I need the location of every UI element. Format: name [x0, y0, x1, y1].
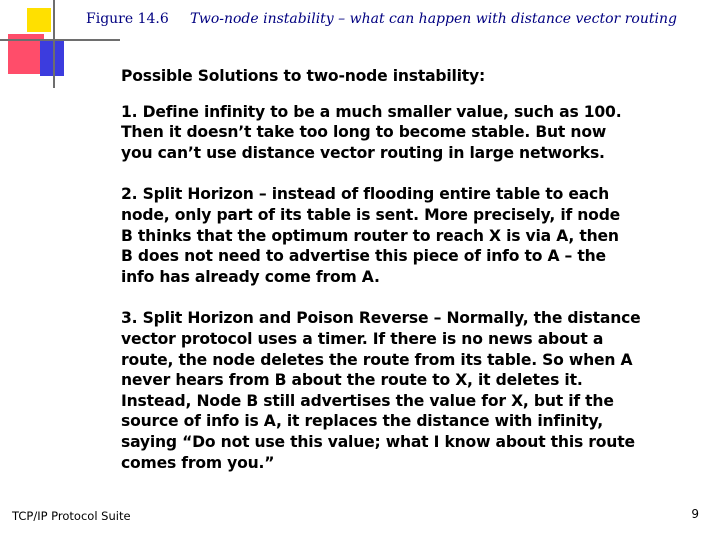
- footer-course-title: TCP/IP Protocol Suite: [12, 509, 131, 523]
- solution-3-paragraph: 3. Split Horizon and Poison Reverse – Normally, the distance vector protocol uses a timer. If there is no news about a route, the node deletes the route from its table. So when A never hears from B about the route to X, it deletes it. Instead, Node B still advertises the value for X, but if the source of info is A, it replaces the distance with infinity, saying “Do not use this value; what I know about this route comes from you.”: [121, 309, 641, 472]
- figure-title: Two-node instability – what can happen with distance vector routing: [190, 11, 677, 27]
- figure-label: Figure 14.6: [86, 11, 169, 27]
- page-number: 9: [691, 507, 699, 521]
- decor-horizontal-line: [0, 39, 120, 41]
- decor-blue-square: [40, 40, 64, 76]
- slide-body: [121, 66, 681, 473]
- decor-vertical-line: [53, 0, 55, 88]
- solution-1-paragraph: 1. Define infinity to be a much smaller value, such as 100. Then it doesn’t take too long to become stable. But now you can’t use distance vector routing in large networks.: [121, 102, 622, 162]
- decor-yellow-square: [27, 8, 51, 32]
- body-heading: Possible Solutions to two-node instability:: [121, 67, 486, 85]
- solution-2-paragraph: 2. Split Horizon – instead of flooding entire table to each node, only part of its table is sent. More precisely, if node B thinks that the optimum router to reach X is via A, then B does not need to advertise this piece of info to A – the info has already come from A.: [121, 185, 621, 286]
